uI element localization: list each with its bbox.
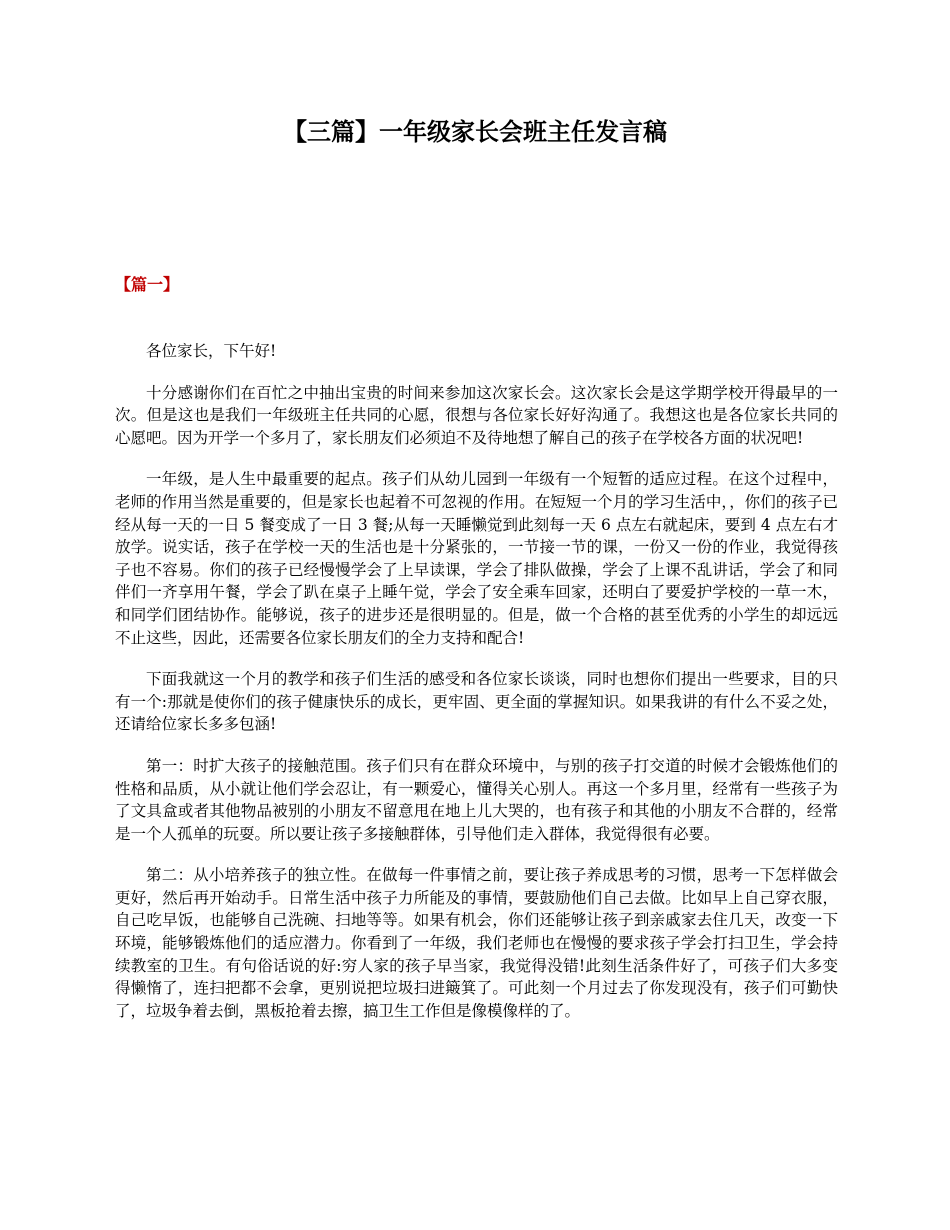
document-title: 【三篇】一年级家长会班主任发言稿 <box>283 117 667 146</box>
section-heading: 【篇一】 <box>115 275 180 294</box>
paragraph-greeting: 各位家长，下午好! <box>146 342 277 360</box>
paragraph-point-one: 第一：时扩大孩子的接触范围。孩子们只有在群众环境中，与别的孩子打交道的时候才会锻炼他们的性格和品质，从小就让他们学会忍让，有一颗爱心，懂得关心别人。再这一个多月里，经常有一些孩子为了文具盒或者其他物品被别的小朋友不留意甩在地上儿大哭的，也有孩子和其他的小朋友不合群的，经常是一个人孤单的玩耍。所以要让孩子多接触群体，引导他们走入群体，我觉得很有必要。 <box>115 756 838 843</box>
paragraph-point-two: 第二：从小培养孩子的独立性。在做每一件事情之前，要让孩子养成思考的习惯，思考一下怎样做会更好，然后再开始动手。日常生活中孩子力所能及的事情，要鼓励他们自己去做。比如早上自己穿衣服，自己吃早饭，也能够自己洗碗、扫地等等。如果有机会，你们还能够让孩子到亲戚家去住几天，改变一下环境，能够锻炼他们的适应潜力。你看到了一年级，我们老师也在慢慢的要求孩子学会打扫卫生，学会持续教室的卫生。有句俗话说的好:穷人家的孩子早当家，我觉得没错!此刻生活条件好了，可孩子们大多变得懒惰了，连扫把都不会拿，更别说把垃圾扫进簸箕了。可此刻一个月过去了你发现没有，孩子们可勤快了，垃圾争着去倒，黑板抢着去擦，搞卫生工作但是像模像样的了。 <box>115 866 838 1020</box>
document-body <box>115 340 838 1041</box>
paragraph-introduction: 下面我就这一个月的教学和孩子们生活的感受和各位家长谈谈，同时也想你们提出一些要求，目的只有一个:那就是使你们的孩子健康快乐的成长，更牢固、更全面的掌握知识。如果我讲的有什么不妥之处，还请给位家长多多包涵! <box>115 670 838 734</box>
paragraph-thanks: 十分感谢你们在百忙之中抽出宝贵的时间来参加这次家长会。这次家长会是这学期学校开得最早的一次。但是这也是我们一年级班主任共同的心愿，很想与各位家长好好沟通了。我想这也是各位家长共同的心愿吧。因为开学一个多月了，家长朋友们必须迫不及待地想了解自己的孩子在学校各方面的状况吧! <box>115 383 838 447</box>
paragraph-first-grade: 一年级，是人生中最重要的起点。孩子们从幼儿园到一年级有一个短暂的适应过程。在这个过程中，老师的作用当然是重要的，但是家长也起着不可忽视的作用。在短短一个月的学习生活中，，你们的孩子已经从每一天的一日 5 餐变成了一日 3 餐;从每一天睡懒觉到此刻每一天 6 点左右就起床，要到 4 点左右才放学。说实话，孩子在学校一天的生活也是十分紧张的，一节接一节的课，一份又一份的作业，我觉得孩子也不容易。你们的孩子已经慢慢学会了上早读课，学会了排队做操，学会了上课不乱讲话，学会了和同伴们一齐享用午餐，学会了趴在桌子上睡午觉，学会了安全乘车回家，还明白了要爱护学校的一草一木，和同学们团结协作。能够说，孩子的进步还是很明显的。但是，做一个合格的甚至优秀的小学生的却远远不止这些，因此，还需要各位家长朋友们的全力支持和配合! <box>115 470 838 647</box>
